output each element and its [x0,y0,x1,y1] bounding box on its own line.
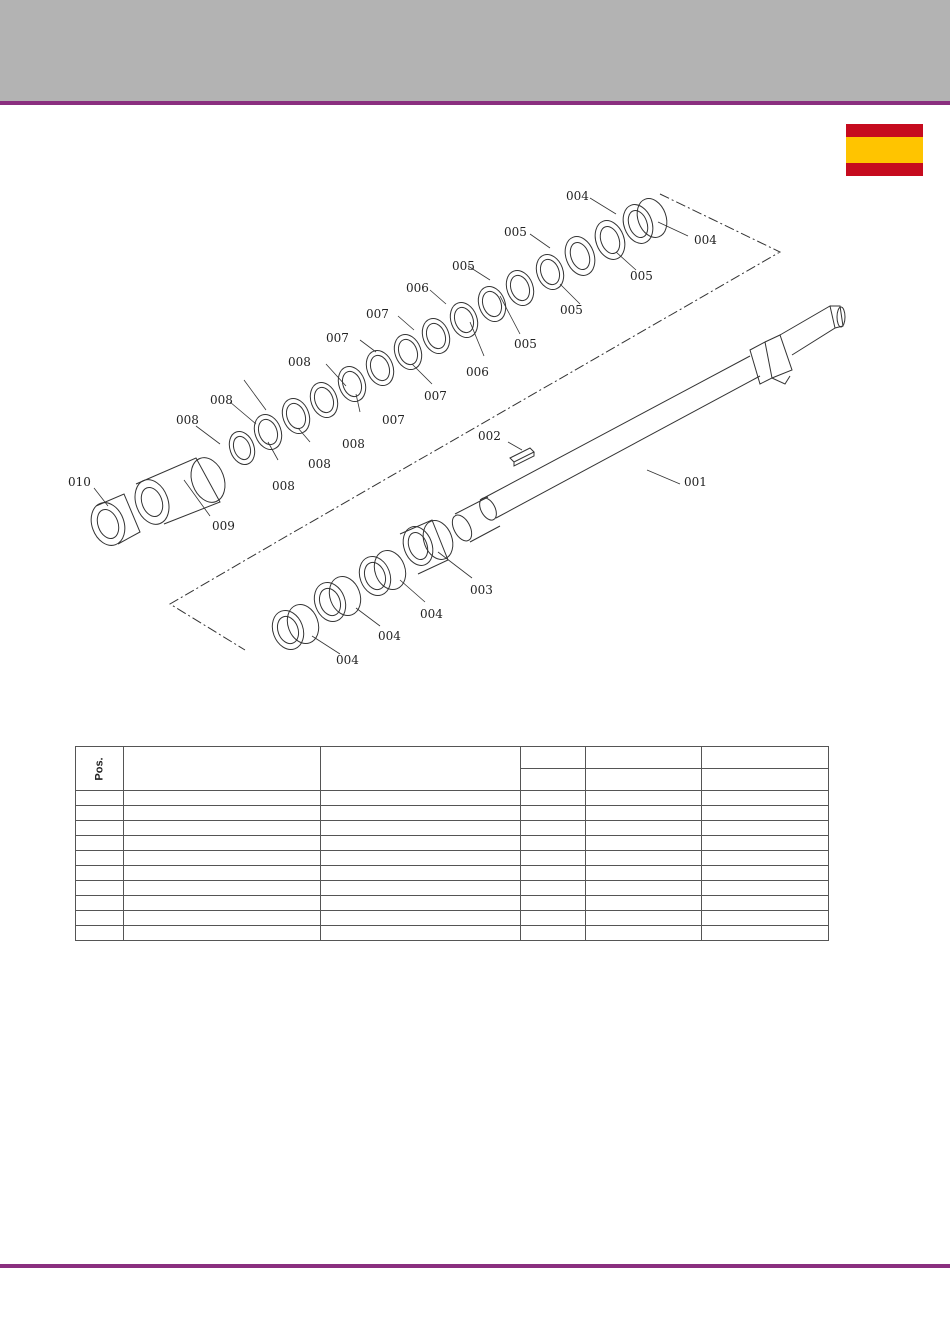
table-row [76,821,829,836]
callout-005: 005 [560,303,583,317]
callout-labels [68,189,717,667]
callout-004: 004 [336,653,359,667]
alignment-frame [170,194,780,650]
callout-006: 006 [466,365,489,379]
pos-header-cell [76,747,124,791]
table-row [76,791,829,806]
callout-008: 008 [342,437,365,451]
callout-010: 010 [68,475,91,489]
header-cell [702,747,829,769]
callout-002: 002 [478,429,501,443]
callout-008: 008 [210,393,233,407]
spain-flag-icon [846,124,923,176]
callout-003: 003 [470,583,493,597]
callout-004: 004 [694,233,717,247]
header-cell [521,769,586,791]
spindle-shaft [448,306,845,544]
table-row [76,851,829,866]
footer-rule [0,1264,950,1268]
header-cell [586,747,702,769]
callout-007: 007 [326,331,349,345]
header-rule [0,101,950,105]
callout-005: 005 [504,225,527,239]
parts-table [75,746,829,941]
upper-ring-stack [225,194,672,468]
callout-004: 004 [420,607,443,621]
sleeve-and-nut [85,453,230,550]
callout-005: 005 [514,337,537,351]
callout-004: 004 [378,629,401,643]
table-row [76,896,829,911]
callout-008: 008 [272,479,295,493]
callout-006: 006 [406,281,429,295]
callout-001: 001 [684,475,707,489]
table-row [76,926,829,941]
lower-bearing-stack [267,516,458,654]
header-cell [702,769,829,791]
table-row [76,866,829,881]
header-cell [586,769,702,791]
callout-007: 007 [382,413,405,427]
table-row [76,911,829,926]
header-cell [124,747,321,791]
callout-007: 007 [424,389,447,403]
callout-009: 009 [212,519,235,533]
header-cell [321,747,521,791]
callout-008: 008 [176,413,199,427]
callout-007: 007 [366,307,389,321]
callout-005: 005 [630,269,653,283]
exploded-spindle-diagram [60,180,860,680]
header-band [0,0,950,101]
callout-005: 005 [452,259,475,273]
pos-header: Pos. [93,756,106,781]
callout-008: 008 [288,355,311,369]
key [510,448,534,466]
table-row [76,836,829,851]
header-cell [521,747,586,769]
table-row [76,806,829,821]
callout-008: 008 [308,457,331,471]
table-row [76,881,829,896]
callout-004: 004 [566,189,589,203]
